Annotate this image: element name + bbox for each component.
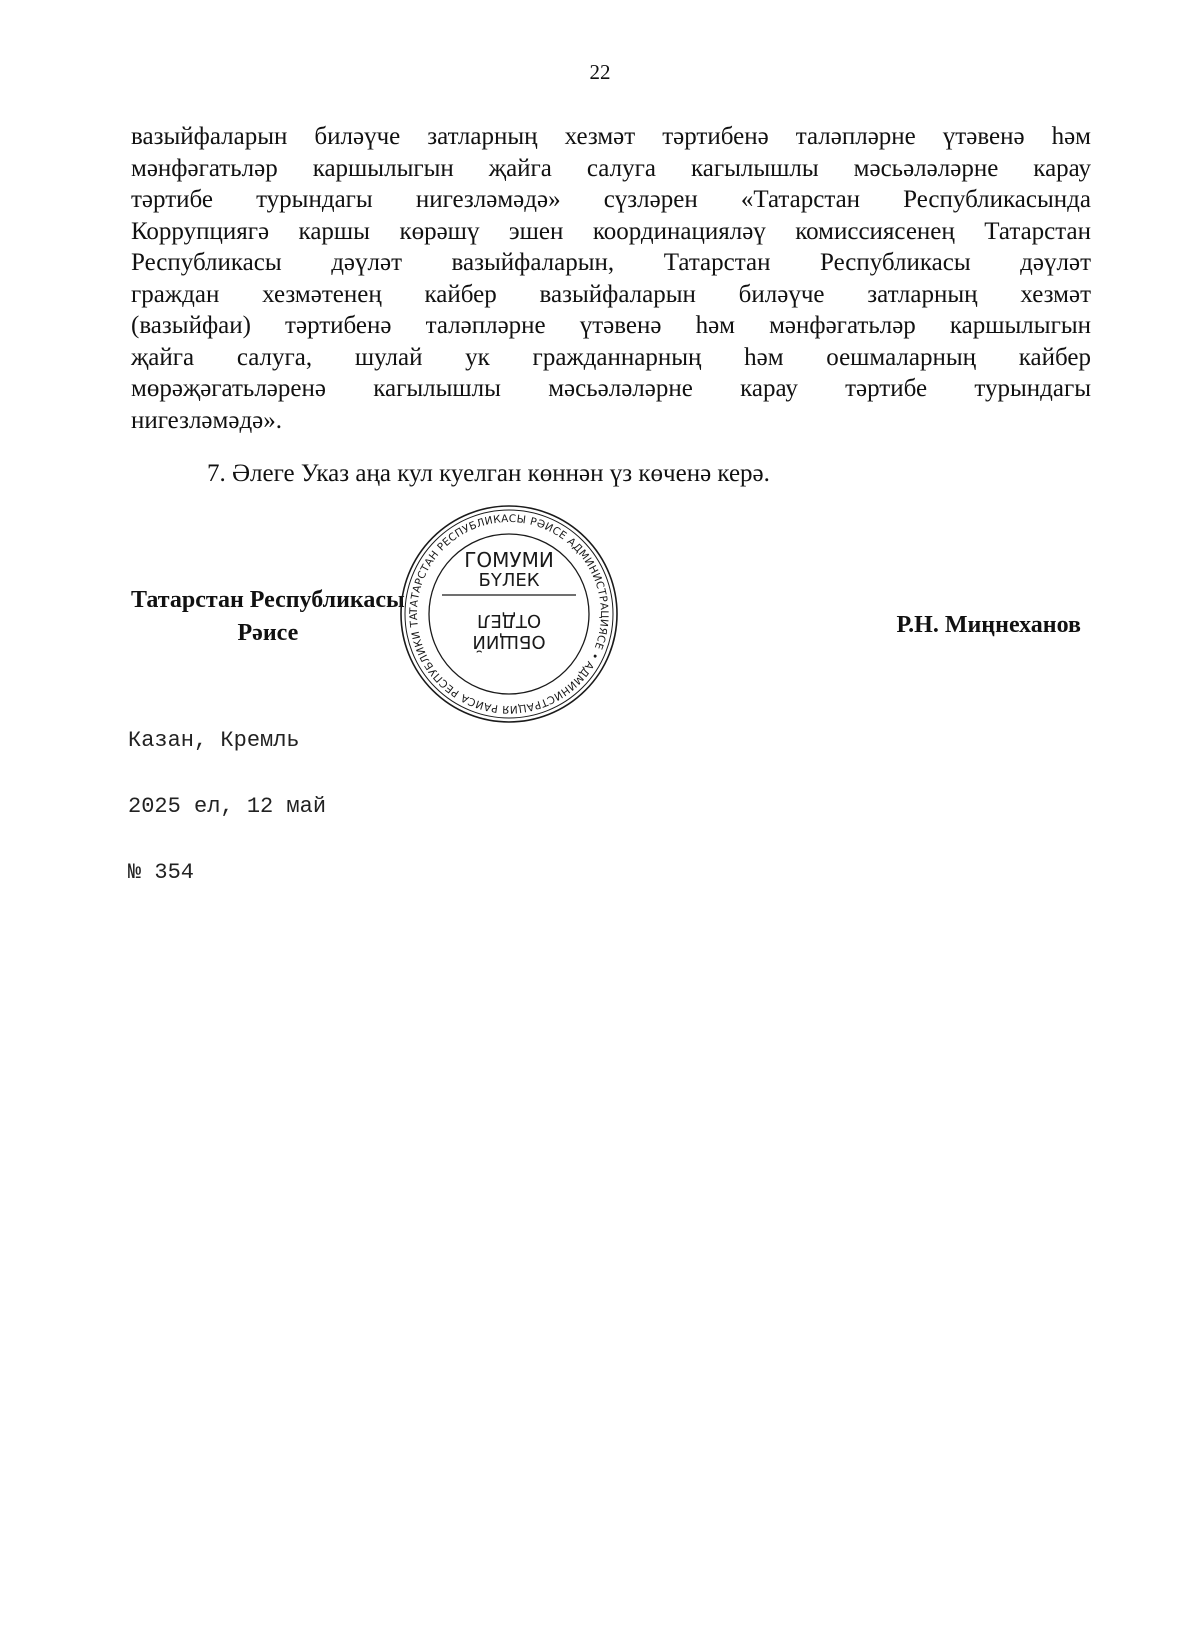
- decree-number: № 354: [128, 860, 195, 885]
- paragraph-line: граждан хезмәтенең кайбер вазыйфаларын биләүче затларның хезмәт: [131, 280, 1091, 308]
- signer-title-line: Татарстан Республикасы: [131, 587, 405, 613]
- paragraph-line: мөрәҗәгатьләренә кагылышлы мәсьәләләрне карау тәртибе турындагы: [131, 375, 1091, 402]
- place: Казан, Кремль: [128, 728, 300, 753]
- clause-7: 7. Әлеге Указ аңа кул куелган көннән үз көченә керә.: [207, 460, 770, 487]
- paragraph-line: җайга салуга, шулай ук гражданнарның һәм оешмаларның кайбер: [131, 343, 1091, 371]
- stamp-center-line: ОТДЕЛ: [476, 610, 542, 631]
- paragraph-line: мәнфәгатьләр каршылыгын җайга салуга кагылышлы мәсьәләләрне карау: [131, 154, 1091, 182]
- signer-title: [131, 584, 405, 650]
- signer-name: Р.Н. Миңнеханов: [896, 612, 1081, 638]
- date: 2025 ел, 12 май: [128, 794, 327, 819]
- paragraph-line: нигезләмәдә».: [131, 406, 283, 434]
- stamp-center-line: ОБЩИЙ: [472, 631, 546, 652]
- paragraph-line: Республикасы дәүләт вазыйфаларын, Татарстан Республикасы дәүләт: [131, 249, 1091, 276]
- paragraph-line: Коррупциягә каршы көрәшү эшен координацияләү комиссиясенең Татарстан: [131, 217, 1091, 245]
- stamp-center-line: БҮЛЕК: [478, 570, 540, 591]
- stamp-graphic: [398, 503, 620, 725]
- stamp-outer-text: ТАТАРСТАН РЕСПУБЛИКАСЫ РӘИСЕ АДМИНИСТРАЦИЯСЕ • АДМИНИСТРАЦИЯ РАИСА РЕСПУБЛИКИ ТА: [407, 512, 611, 716]
- paragraph-line: (вазыйфаи) тәртибенә таләпләрне үтәвенә һәм мәнфәгатьләр каршылыгын: [131, 312, 1091, 339]
- paragraph-line: тәртибе турындагы нигезләмәдә» сүзләрен «Татарстан Республикасында: [131, 186, 1091, 213]
- stamp-center-line: ГОМУМИ: [464, 548, 554, 572]
- official-stamp: [398, 503, 620, 725]
- page-number: 22: [589, 60, 611, 84]
- place-date-block: [128, 686, 326, 906]
- paragraph-line: вазыйфаларын биләүче затларның хезмәт тәртибенә таләпләрне үтәвенә һәм: [131, 123, 1091, 150]
- signer-title-line: Рәисе: [237, 620, 299, 646]
- paragraph-continuation: [131, 121, 1091, 436]
